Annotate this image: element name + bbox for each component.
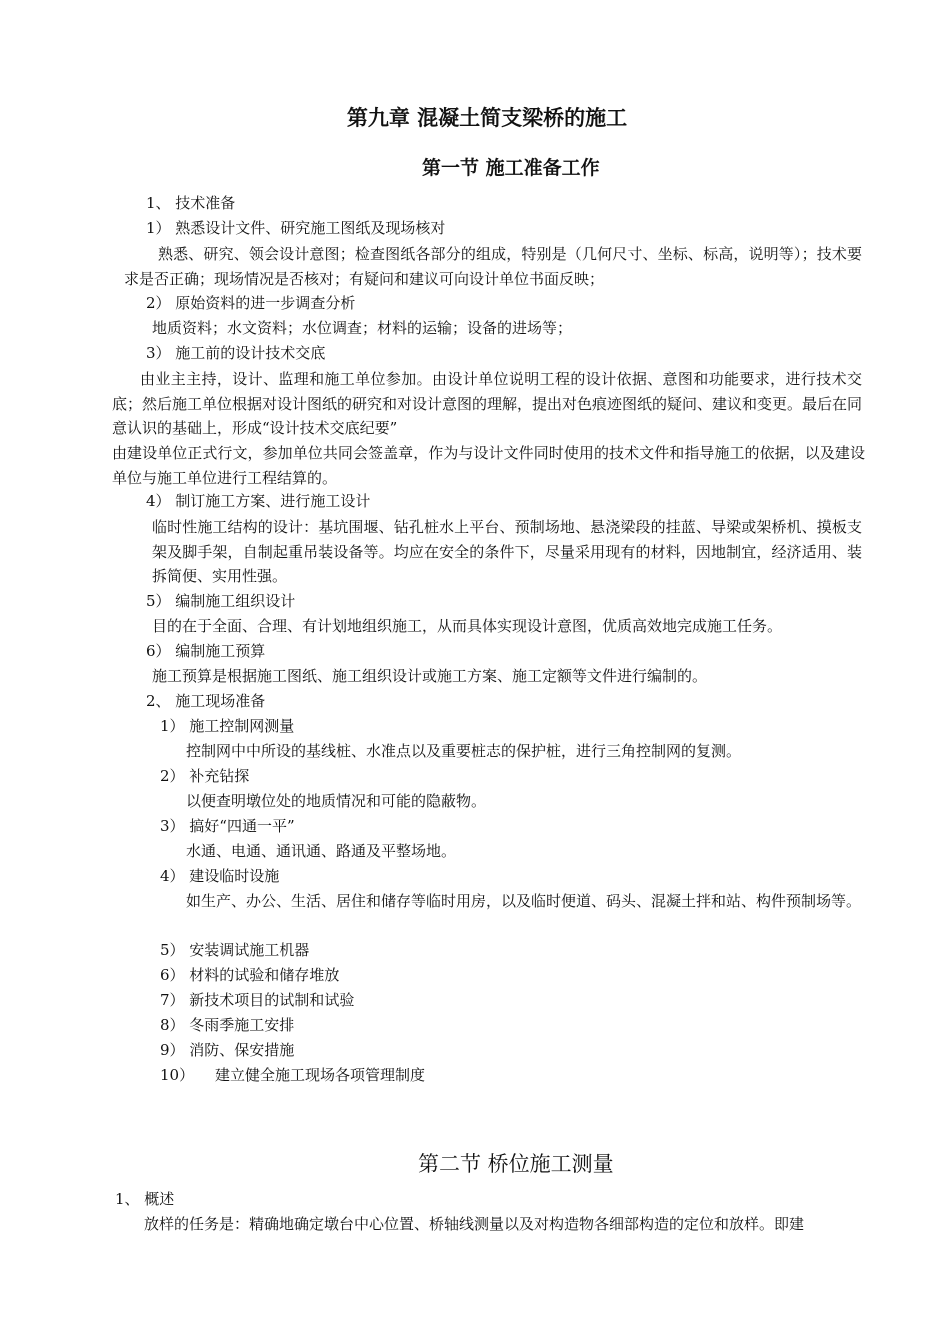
list-item: 3） 施工前的设计技术交底 [146,344,326,362]
section-title: 第二节 桥位施工测量 [418,1152,614,1176]
paragraph: 地质资料；水文资料；水位调查；材料的运输；设备的进场等； [152,319,573,337]
list-item: 2） 补充钻探 [160,767,250,785]
list-item: 4） 建设临时设施 [160,867,280,885]
list-item: 2） 原始资料的进一步调查分析 [146,294,356,312]
list-item: 5） 安装调试施工机器 [160,941,310,959]
list-item: 1） 施工控制网测量 [160,717,295,735]
paragraph: 如生产、办公、生活、居住和储存等临时用房，以及临时便道、码头、混凝土拌和站、构件预制场等。 [186,892,862,910]
paragraph: 熟悉、研究、领会设计意图；检查图纸各部分的组成，特别是（几何尺寸、坐标、标高，说明等）；技术要求是否正确；现场情况是否核对；有疑问和建议可向设计单位书面反映； [124,245,862,288]
list-heading: 1、 概述 [115,1190,175,1208]
list-heading: 1、 技术准备 [146,194,236,212]
paragraph: 施工预算是根据施工图纸、施工组织设计或施工方案、施工定额等文件进行编制的。 [152,667,708,685]
paragraph: 控制网中中所设的基线桩、水准点以及重要桩志的保护桩，进行三角控制网的复测。 [186,742,742,760]
list-item-number: 10） [160,1066,195,1084]
list-item: 8） 冬雨季施工安排 [160,1016,295,1034]
paragraph: 临时性施工结构的设计：基坑围堰、钻孔桩水上平台、预制场地、悬浇梁段的挂蓝、导梁或架桥机、摸板支架及脚手架，自制起重吊装设备等。均应在安全的条件下，尽量采用现有的材料，因地制宜，经济适用、装拆简便、实用性强。 [152,518,862,585]
paragraph: 放样的任务是：精确地确定墩台中心位置、桥轴线测量以及对构造物各细部构造的定位和放样。即建 [144,1215,805,1233]
chapter-title: 第九章 混凝土简支梁桥的施工 [346,105,628,130]
list-item: 6） 材料的试验和储存堆放 [160,966,340,984]
paragraph: 以便查明墩位处的地质情况和可能的隐蔽物。 [186,792,487,810]
paragraph: 由建设单位正式行文，参加单位共同会签盖章，作为与设计文件同时使用的技术文件和指导施工的依据，以及建设单位与施工单位进行工程结算的。 [112,444,865,487]
list-heading: 2、 施工现场准备 [146,692,266,710]
list-item: 7） 新技术项目的试制和试验 [160,991,355,1009]
paragraph: 目的在于全面、合理、有计划地组织施工，从而具体实现设计意图，优质高效地完成施工任务。 [152,617,783,635]
list-item: 1） 熟悉设计文件、研究施工图纸及现场核对 [146,219,446,237]
paragraph: 水通、电通、通讯通、路通及平整场地。 [186,842,457,860]
list-item: 3） 搞好“四通一平” [160,817,295,835]
list-item: 5） 编制施工组织设计 [146,592,296,610]
list-item: 建立健全施工现场各项管理制度 [215,1066,426,1084]
section-title: 第一节 施工准备工作 [422,157,600,179]
list-item: 6） 编制施工预算 [146,642,266,660]
list-item: 4） 制订施工方案、进行施工设计 [146,492,371,510]
paragraph: 由业主主持，设计、监理和施工单位参加。由设计单位说明工程的设计依据、意图和功能要求，进行技术交底；然后施工单位根据对设计图纸的研究和对设计意图的理解，提出对色痕迹图纸的疑问、建议和变更。最后在同意认识的基础上，形成“设计技术交底纪要” [112,370,863,437]
list-item: 9） 消防、保安措施 [160,1041,295,1059]
